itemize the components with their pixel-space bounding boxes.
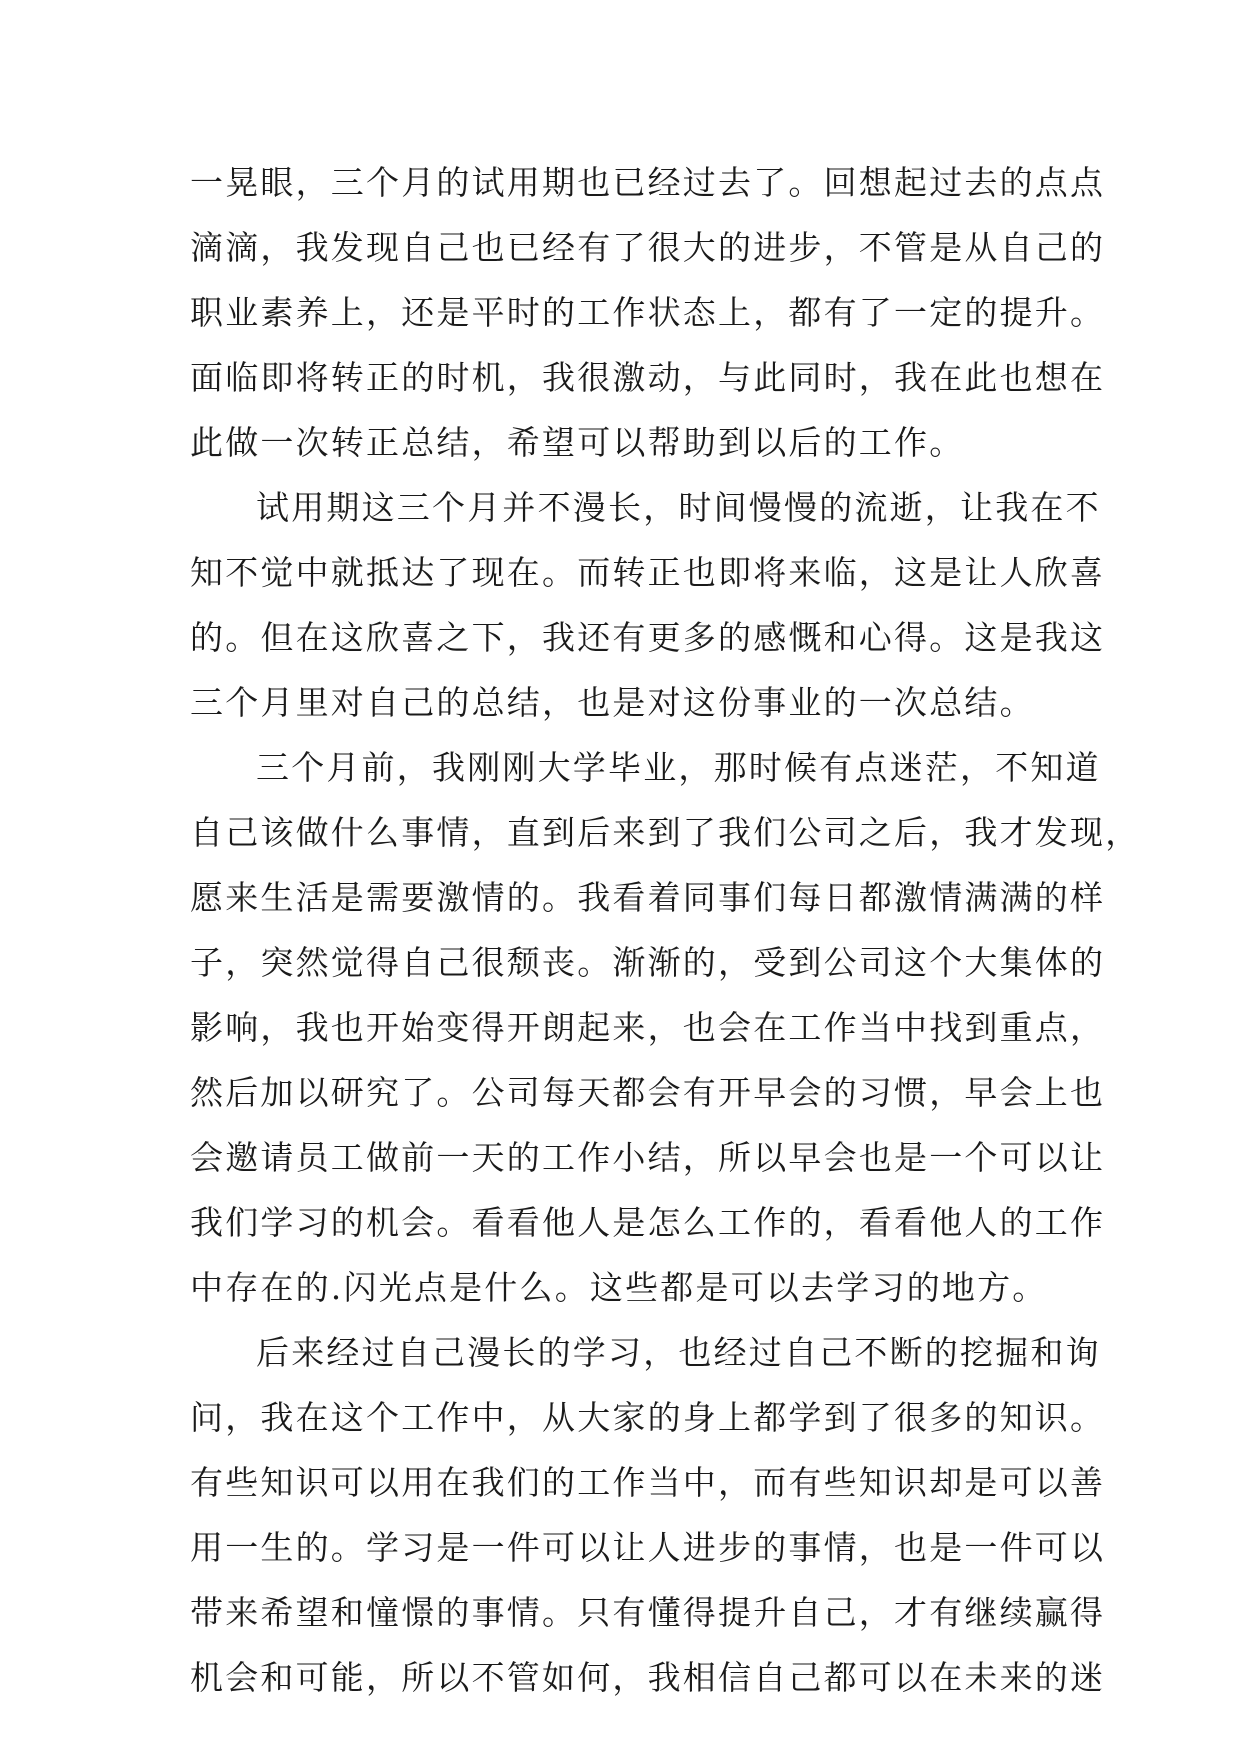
text-line: 知不觉中就抵达了现在。而转正也即将来临，这是让人欣喜 <box>190 553 1106 592</box>
document-body <box>190 150 1141 1710</box>
text-line: 带来希望和憧憬的事情。只有懂得提升自己，才有继续赢得 <box>190 1593 1106 1632</box>
text-line: 影响，我也开始变得开朗起来，也会在工作当中找到重点， <box>190 1008 1106 1047</box>
paragraph-first-line: 试用期这三个月并不漫长，时间慢慢的流逝，让我在不 <box>256 488 1101 527</box>
text-line: 职业素养上，还是平时的工作状态上，都有了一定的提升。 <box>190 293 1106 332</box>
text-line: 三个月里对自己的总结，也是对这份事业的一次总结。 <box>190 683 1035 722</box>
text-line: 的。但在这欣喜之下，我还有更多的感慨和心得。这是我这 <box>190 618 1106 657</box>
text-line: 然后加以研究了。公司每天都会有开早会的习惯，早会上也 <box>190 1073 1106 1112</box>
text-line: 机会和可能，所以不管如何，我相信自己都可以在未来的迷 <box>190 1658 1106 1697</box>
text-line: 会邀请员工做前一天的工作小结，所以早会也是一个可以让 <box>190 1138 1106 1177</box>
paragraph-first-line: 三个月前，我刚刚大学毕业，那时候有点迷茫，不知道 <box>256 748 1101 787</box>
text-line: 一晃眼，三个月的试用期也已经过去了。回想起过去的点点 <box>190 163 1106 202</box>
text-line: 此做一次转正总结，希望可以帮助到以后的工作。 <box>190 423 965 462</box>
text-line: 问，我在这个工作中，从大家的身上都学到了很多的知识。 <box>190 1398 1106 1437</box>
text-line: 面临即将转正的时机，我很激动，与此同时，我在此也想在 <box>190 358 1106 397</box>
text-line: 用一生的。学习是一件可以让人进步的事情，也是一件可以 <box>190 1528 1106 1567</box>
text-line: 中存在的.闪光点是什么。这些都是可以去学习的地方。 <box>190 1268 1048 1307</box>
text-line: 子，突然觉得自己很颓丧。渐渐的，受到公司这个大集体的 <box>190 943 1106 982</box>
text-line: 自己该做什么事情，直到后来到了我们公司之后，我才发现， <box>190 813 1141 852</box>
text-line: 愿来生活是需要激情的。我看着同事们每日都激情满满的样 <box>190 878 1106 917</box>
text-line: 滴滴，我发现自己也已经有了很大的进步，不管是从自己的 <box>190 228 1106 267</box>
text-line: 我们学习的机会。看看他人是怎么工作的，看看他人的工作 <box>190 1203 1106 1242</box>
paragraph-first-line: 后来经过自己漫长的学习，也经过自己不断的挖掘和询 <box>256 1333 1101 1372</box>
text-line: 有些知识可以用在我们的工作当中，而有些知识却是可以善 <box>190 1463 1106 1502</box>
